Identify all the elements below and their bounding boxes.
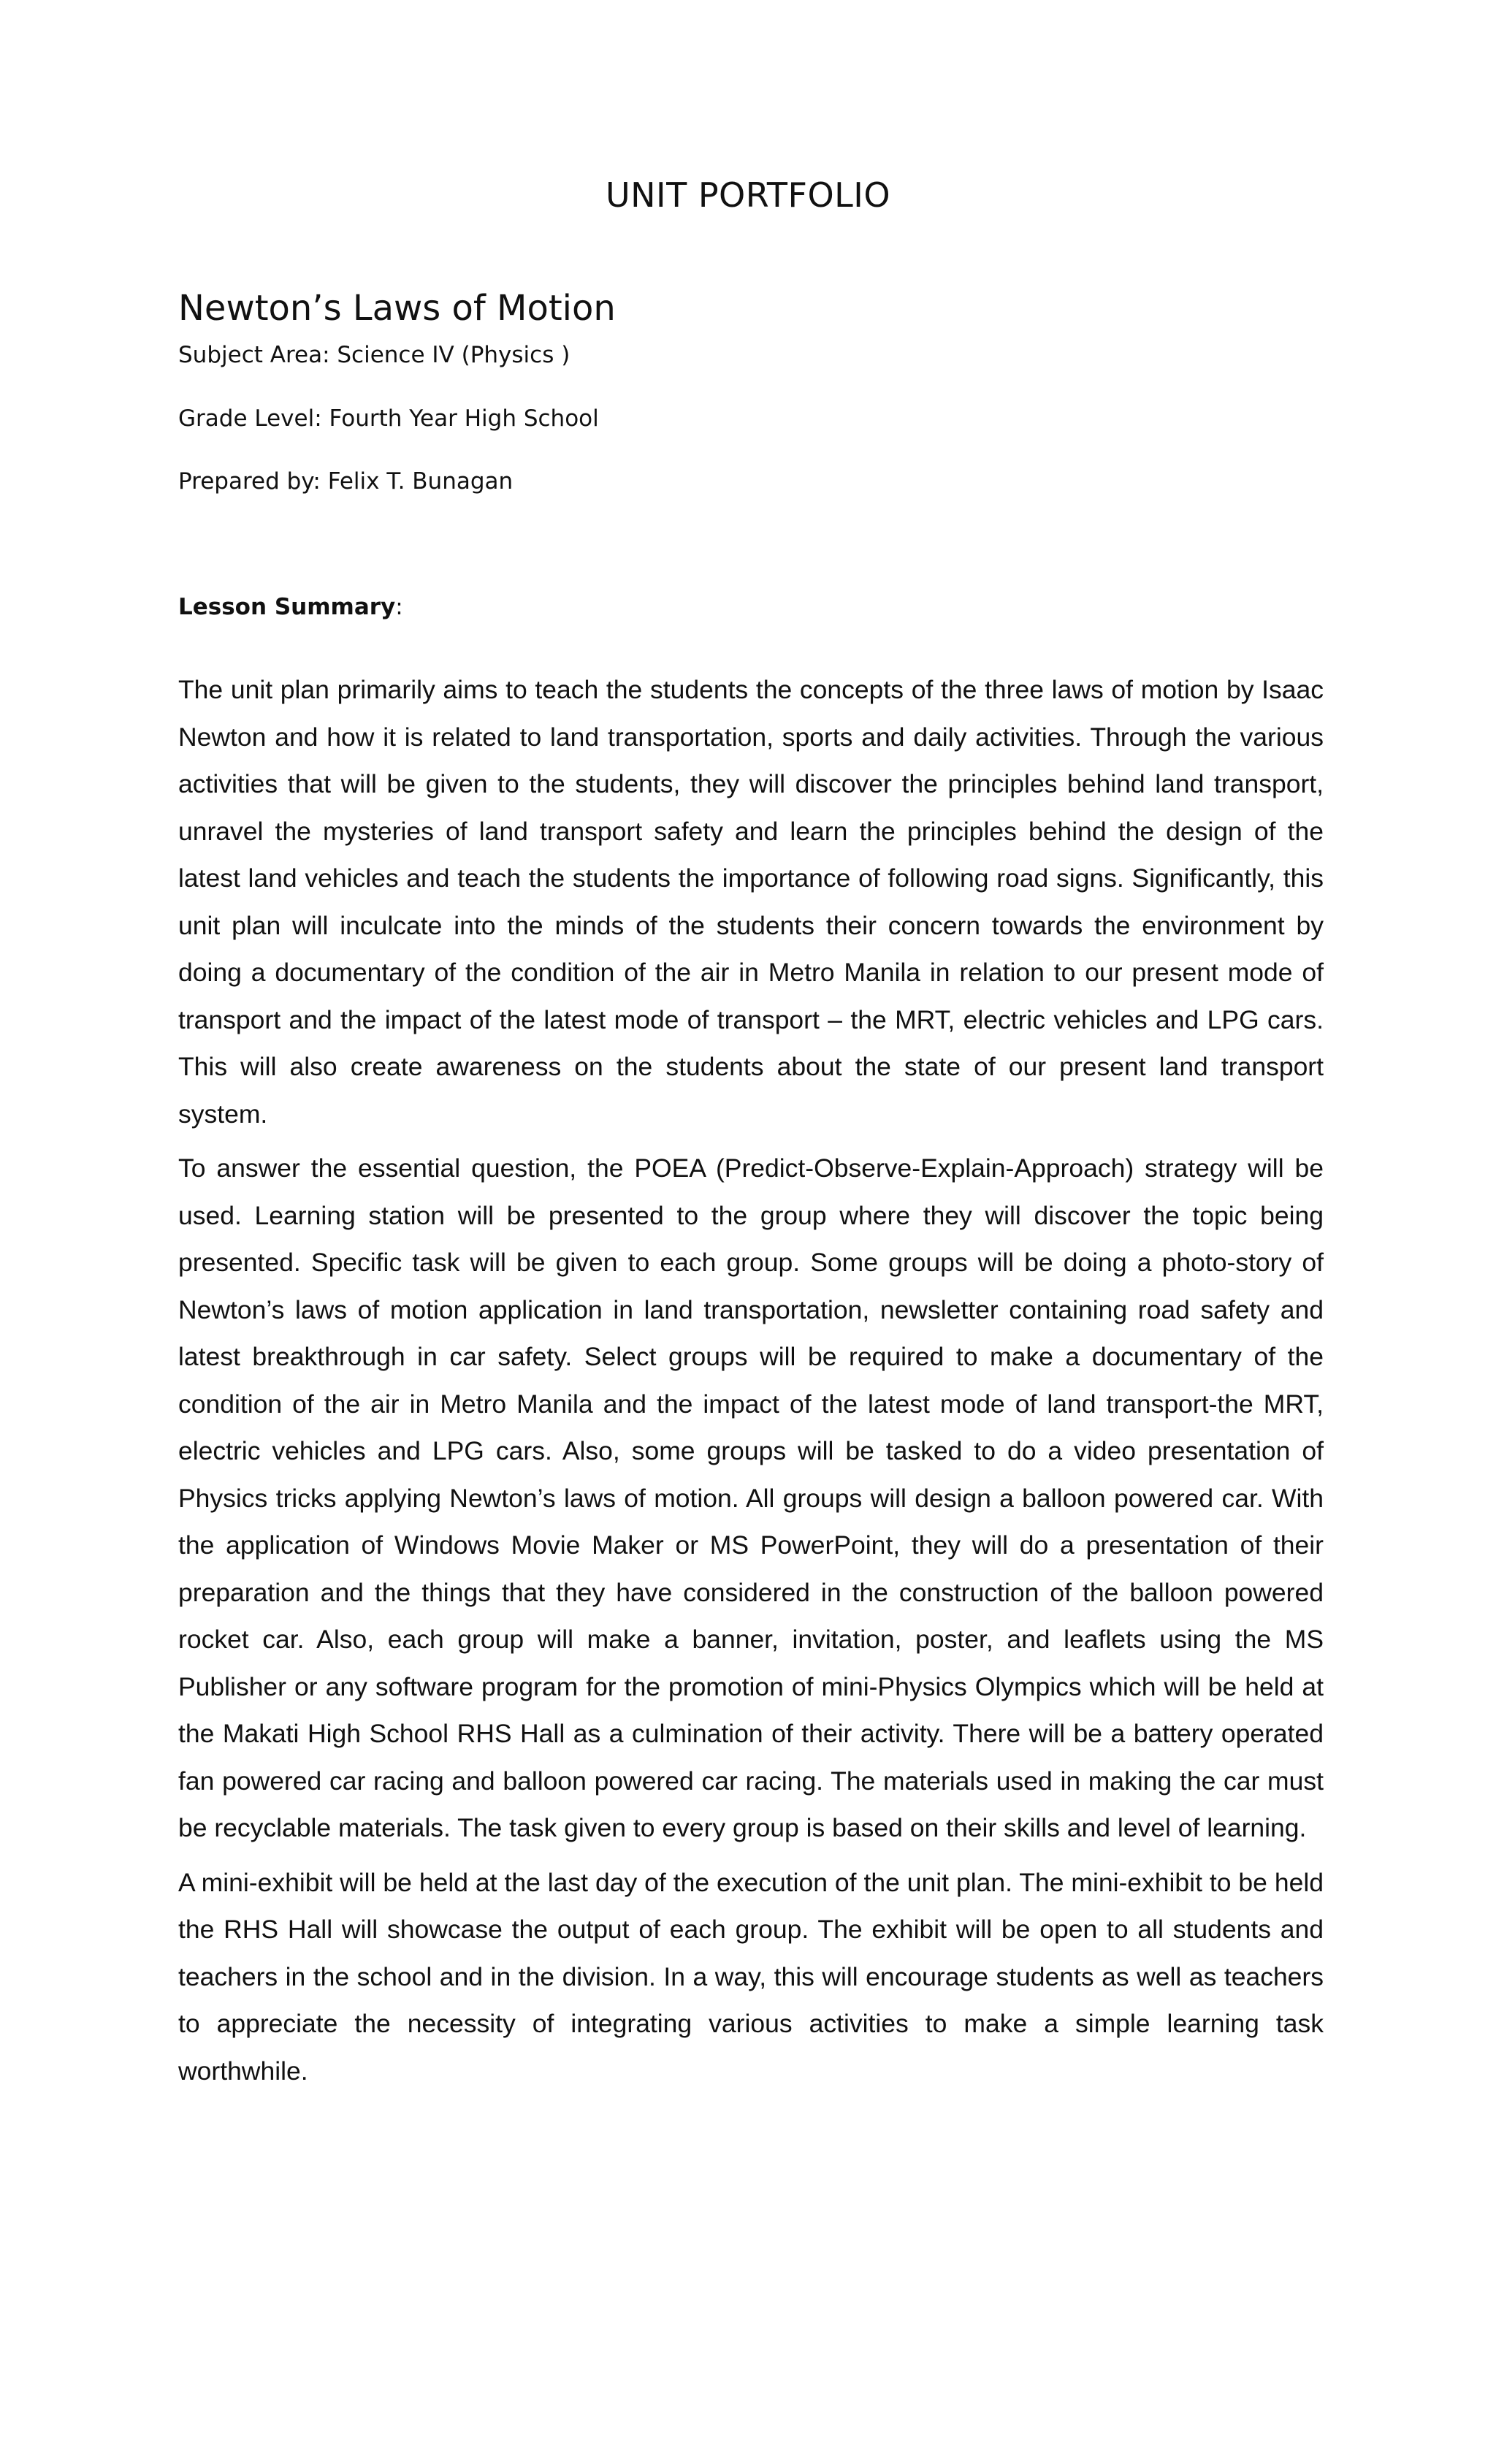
summary-paragraph: A mini-exhibit will be held at the last day of the execution of the unit plan. The mini-exhibit to be held the RHS Hall will showcase the output of each group. The exhibit will be open to all students and teachers in the school and in the division. In a way, this will encourage students as well as teachers to appreciate the necessity of integrating various activities to make a simple learning task worthwhile. bbox=[178, 1867, 1324, 2086]
summary-paragraph: To answer the essential question, the POEA (Predict-Observe-Explain-Approach) strategy will be used. Learning station will be presented to the group where they will discover the topic being presented. Specific task will be given to each group. Some groups will be doing a photo-story of Newton’s laws of motion application in land transportation, newsletter containing road safety and latest breakthrough in car safety. Select groups will be required to make a documentary of the condition of the air in Metro Manila and the impact of the latest mode of land transport-the MRT, electric vehicles and LPG cars. Also, some groups will be tasked to do a video presentation of Physics tricks applying Newton’s laws of motion. All groups will design a balloon powered car. With the application of Windows Movie Maker or MS PowerPoint, they will do a presentation of their preparation and the things that they have considered in the construction of the balloon powered rocket car. Also, each group will make a banner, invitation, poster, and leaflets using the MS Publisher or any software program for the promotion of mini-Physics Olympics which will be held at the Makati High School RHS Hall as a culmination of their activity. There will be a battery operated fan powered car racing and balloon powered car racing. The materials used in making the car must be recyclable materials. The task given to every group is based on their skills and level of learning. bbox=[178, 1153, 1324, 1842]
prepared-by: Prepared by: Felix T. Bunagan bbox=[178, 468, 514, 495]
subject-area: Subject Area: Science IV (Physics ) bbox=[178, 342, 570, 368]
lesson-summary-heading bbox=[178, 594, 403, 620]
lesson-summary-colon: : bbox=[395, 594, 403, 620]
summary-paragraph: The unit plan primarily aims to teach the students the concepts of the three laws of motion by Isaac Newton and how it is related to land transportation, sports and daily activities. Through the various activities that will be given to the students, they will discover the principles behind land transport, unravel the mysteries of land transport safety and learn the principles behind the design of the latest land vehicles and teach the students the importance of following road signs. Significantly, this unit plan will inculcate into the minds of the students their concern towards the environment by doing a documentary of the condition of the air in Metro Manila in relation to our present mode of transport and the impact of the latest mode of transport – the MRT, electric vehicles and LPG cars. This will also create awareness on the students about the state of our present land transport system. bbox=[178, 675, 1324, 1129]
lesson-summary-label: Lesson Summary bbox=[178, 594, 396, 620]
lesson-summary-body bbox=[178, 666, 1324, 2102]
grade-level: Grade Level: Fourth Year High School bbox=[178, 405, 599, 432]
document-title: UNIT PORTFOLIO bbox=[605, 175, 891, 215]
unit-title: Newton’s Laws of Motion bbox=[178, 288, 616, 329]
